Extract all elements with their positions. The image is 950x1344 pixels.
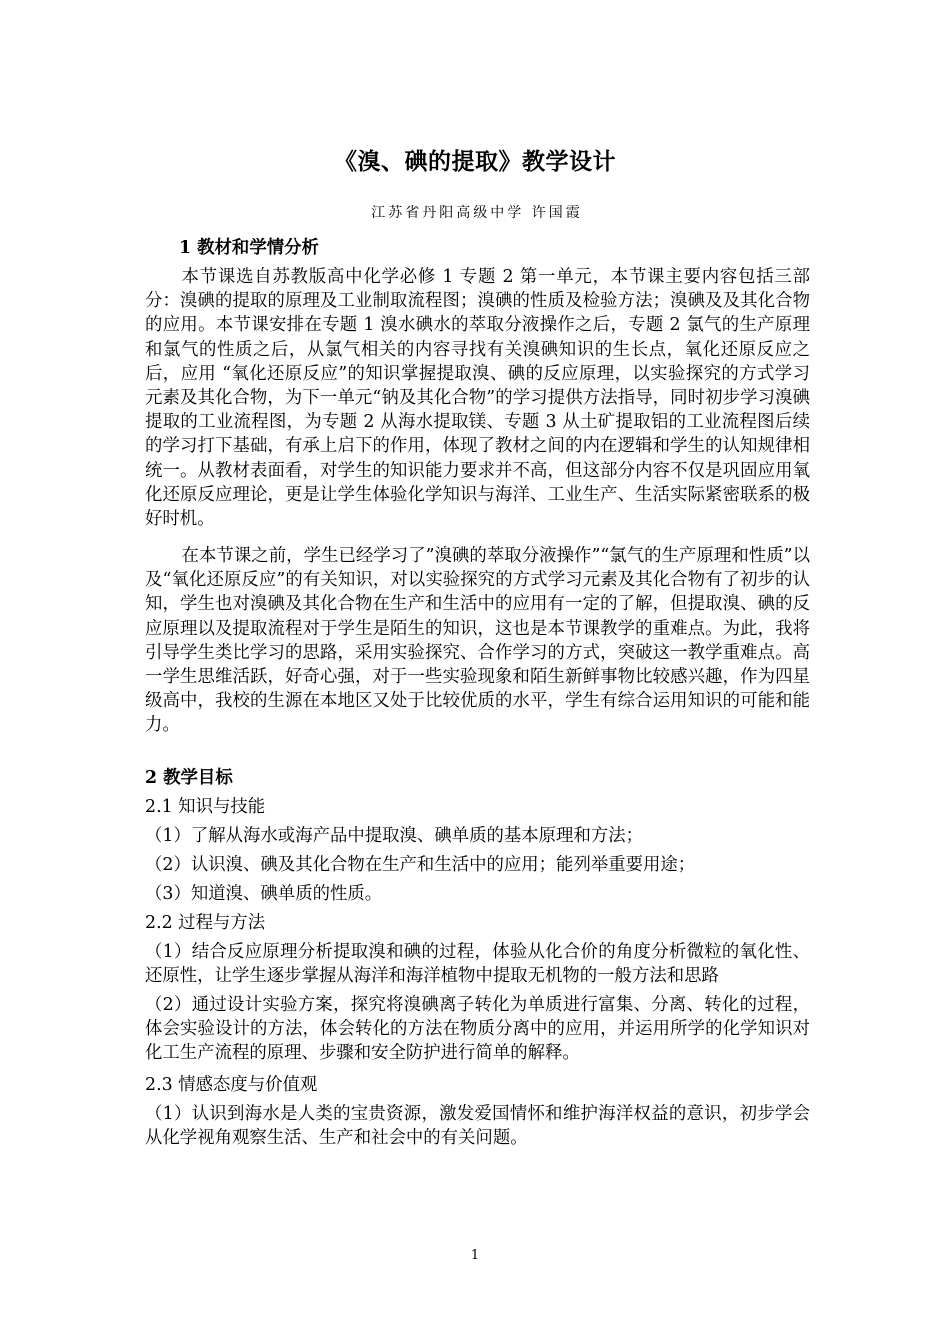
section-1-paragraph-1: 本节课选自苏教版高中化学必修 1 专题 2 第一单元，本节课主要内容包括三部分：溴碘的提取的原理及工业制取流程图；溴碘的性质及检验方法；溴碘及及其化合物的应用。本节课安排在专题 1 溴水碘水的萃取分液操作之后，专题 2 氯气的生产原理和氯气的性质之后，从氯气相关的内容寻找有关溴碘知识的生长点，氧化还原反应之后，应用 “氧化还原反应”的知识掌握提取溴、碘的反应原理，以实验探究的方式学习元素及其化合物，为下一单元“钠及其化合物”的学习提供方法指导，同时初步学习溴碘提取的工业流程图，为专题 2 从海水提取镁、专题 3 从土矿提取铝的工业流程图后续的学习打下基础，有承上启下的作用，体现了教材之间的内在逻辑和学生的认知规律相统一。从教材表面看，对学生的知识能力要求并不高，但这部分内容不仅是巩固应用氧化还原反应理论，更是让学生体验化学知识与海洋、工业生产、生活实际紧密联系的极好时机。 xyxy=(145,267,810,530)
section-2-2-item-2: （2）通过设计实验方案，探究将溴碘离子转化为单质进行富集、分离、转化的过程，体会实验设计的方法，体会转化的方法在物质分离中的应用，并运用所学的化学知识对化工生产流程的原理、步骤和安全防护进行简单的解释。 xyxy=(145,995,810,1064)
section-1-paragraph-2: 在本节课之前，学生已经学习了”溴碘的萃取分液操作”“氯气的生产原理和性质”以及“氧化还原反应”的有关知识，对以实验探究的方式学习元素及其化合物有了初步的认知，学生也对溴碘及其化合物在生产和生活中的应用有一定的了解，但提取溴、碘的反应原理以及提取流程对于学生是陌生的知识，这也是本节课教学的重难点。为此，我将引导学生类比学习的思路，采用实验探究、合作学习的方式，突破这一教学重难点。高一学生思维活跃，好奇心强，对于一些实验现象和陌生新鲜事物比较感兴趣，作为四星级高中，我校的生源在本地区又处于比较优质的水平，学生有综合运用知识的可能和能力。 xyxy=(145,546,810,736)
section-2-1-item-1: （1）了解从海水或海产品中提取溴、碘单质的基本原理和方法； xyxy=(145,826,644,846)
section-2-2-item-1: （1）结合反应原理分析提取溴和碘的过程，体验从化合价的角度分析微粒的氧化性、还原性，让学生逐步掌握从海洋和海洋植物中提取无机物的一般方法和思路 xyxy=(145,942,810,987)
section-2-1-item-3: （3）知道溴、碘单质的性质。 xyxy=(145,884,383,904)
section-2-2-heading: 2.2 过程与方法 xyxy=(145,913,266,933)
section-2-heading: 2 教学目标 xyxy=(145,768,233,788)
section-1-heading: 1 教材和学情分析 xyxy=(179,238,319,258)
section-2-1-item-2: （2）认识溴、碘及其化合物在生产和生活中的应用；能列举重要用途； xyxy=(145,855,696,875)
document-title: 《溴、碘的提取》教学设计 xyxy=(334,149,616,175)
page-number: 1 xyxy=(470,1248,480,1263)
section-2-3-item-1: （1）认识到海水是人类的宝贵资源，激发爱国情怀和维护海洋权益的意识，初步学会从化学视角观察生活、生产和社会中的有关问题。 xyxy=(145,1104,810,1149)
section-2-1-heading: 2.1 知识与技能 xyxy=(145,797,266,817)
section-2-3-heading: 2.3 情感态度与价值观 xyxy=(145,1075,318,1095)
document-author: 江苏省丹阳高级中学 许国霞 xyxy=(371,205,583,221)
